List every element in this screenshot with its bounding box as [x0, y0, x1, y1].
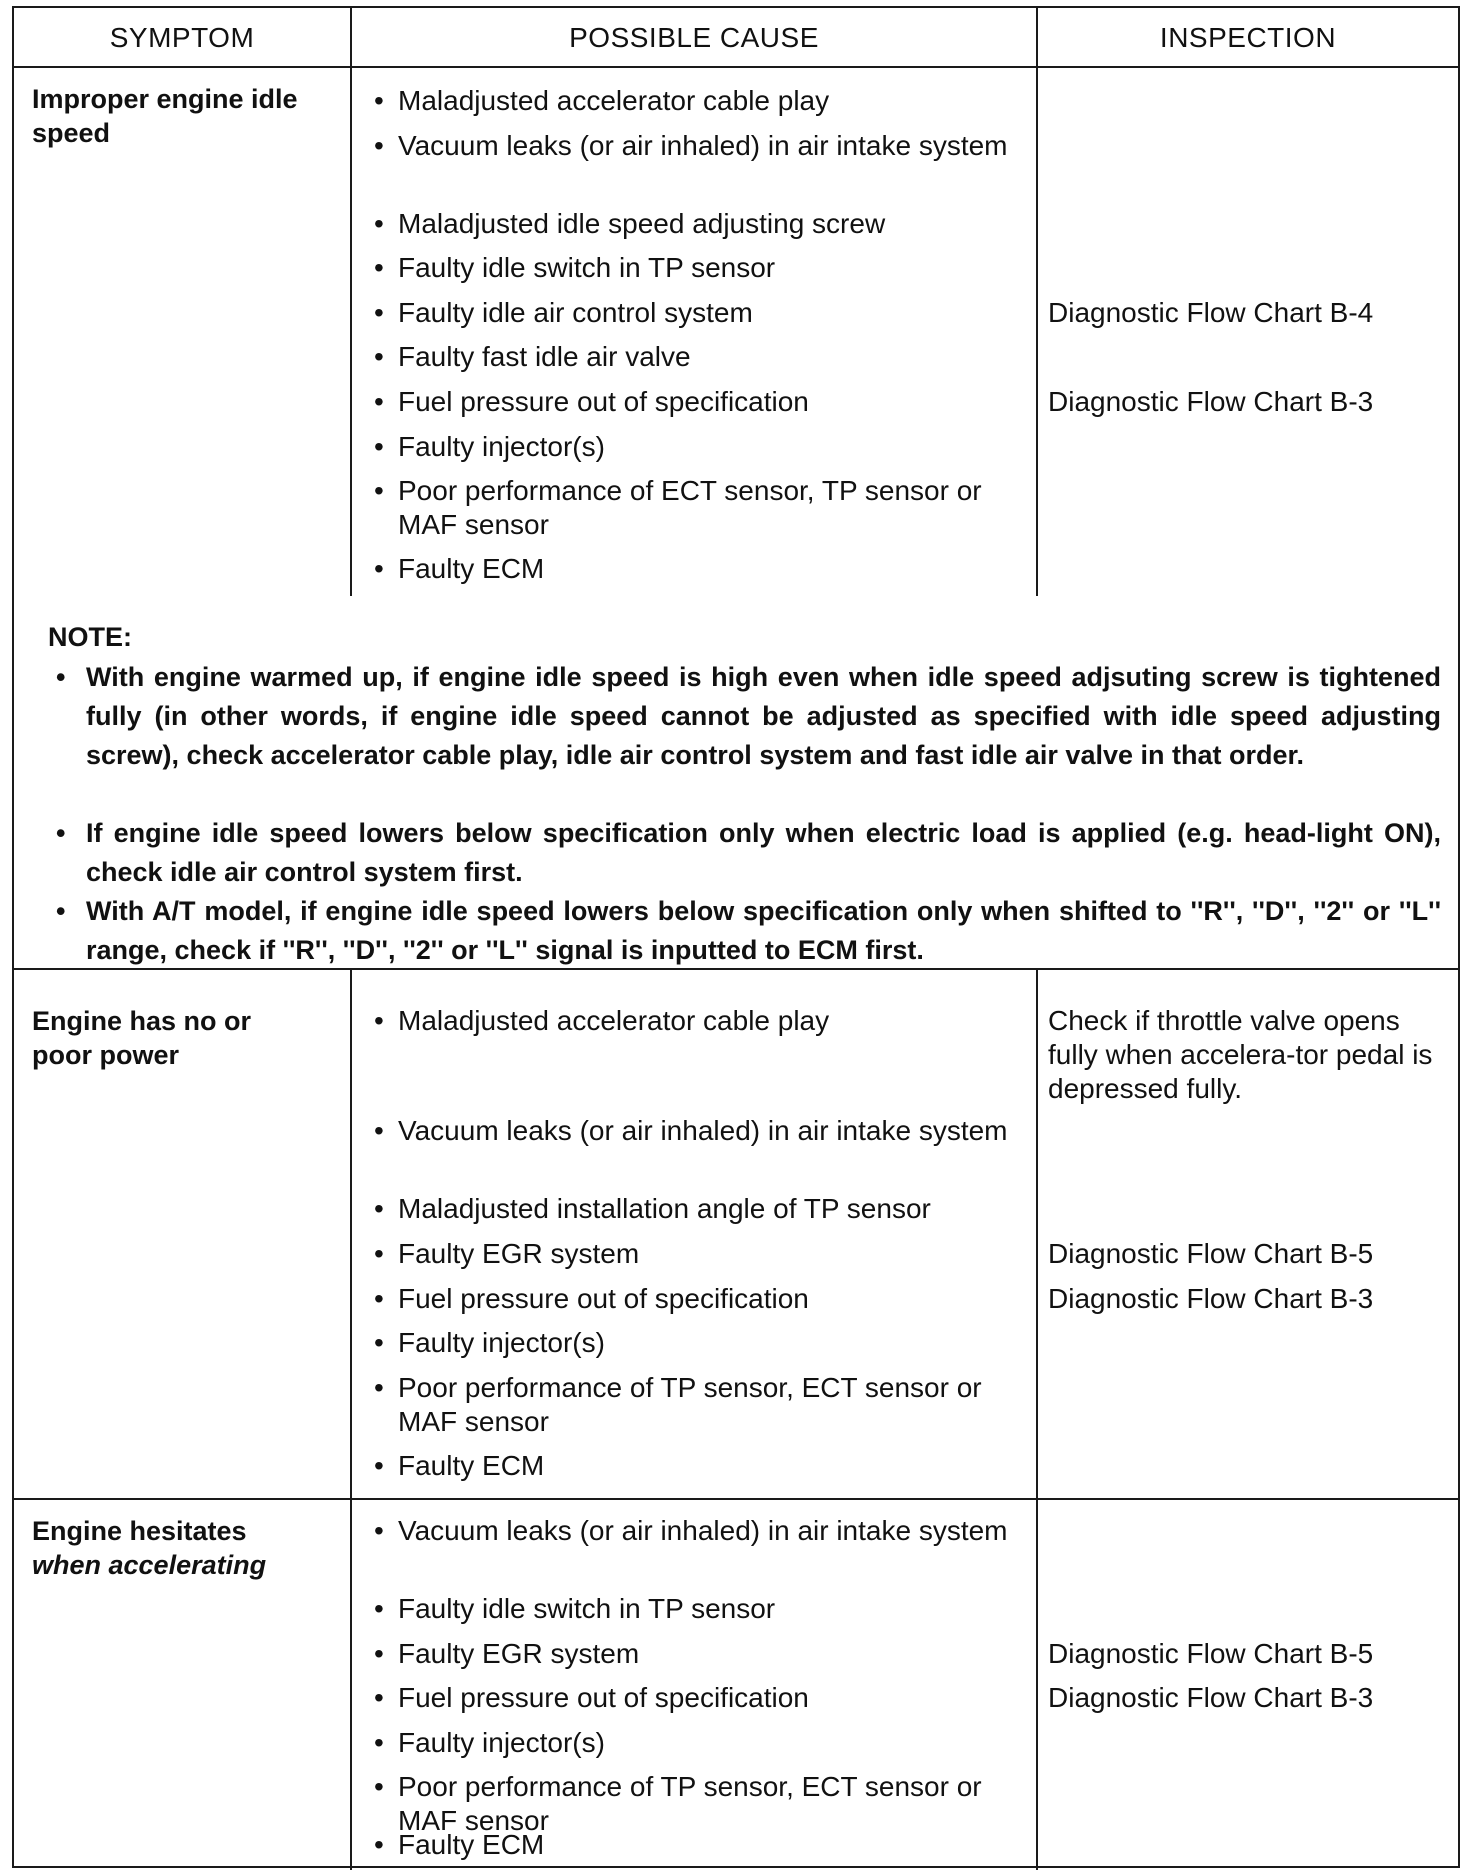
cause-item: • Faulty injector(s)	[366, 1326, 1026, 1360]
note-item: • With engine warmed up, if engine idle speed is high even when idle speed adjsuting screw is tightened fully (in other words, if engine idle speed cannot be adjusted as specified with idle speed adjusting screw), check accelerator cable play, idle air control system and fast idle air valve in that order.	[86, 658, 1441, 775]
note-item: • With A/T model, if engine idle speed lowers below specification only when shifted to ''R'', ''D'', ''2'' or ''L'' range, check if ''R'', ''D'', ''2'' or ''L'' signal is inputted to ECM first.	[86, 892, 1441, 970]
symptom-no-power: Engine has no or poor power	[32, 1006, 252, 1070]
header-divider	[14, 66, 1458, 68]
symptom-hesitates: Engine hesitates when accelerating	[32, 1516, 267, 1580]
cause-item: • Fuel pressure out of specification	[366, 1681, 1026, 1715]
inspection-flow-chart-b5: Diagnostic Flow Chart B-5	[1048, 1238, 1374, 1269]
note-divider	[14, 968, 1458, 970]
cause-item: • Maladjusted installation angle of TP sensor	[366, 1192, 1026, 1226]
cause-item: • Vacuum leaks (or air inhaled) in air intake system	[366, 1114, 1026, 1148]
cause-item: • Faulty fast idle air valve	[366, 340, 1026, 374]
header-possible-cause: POSSIBLE CAUSE	[569, 22, 819, 53]
cause-item: • Fuel pressure out of specification	[366, 1282, 1026, 1316]
cause-item: • Maladjusted accelerator cable play	[366, 84, 1026, 118]
cause-item: • Faulty injector(s)	[366, 1726, 1026, 1760]
cause-item: • Poor performance of TP sensor, ECT sensor or MAF sensor	[366, 1371, 1026, 1439]
inspection-flow-chart-b3: Diagnostic Flow Chart B-3	[1048, 1682, 1374, 1713]
inspection-flow-chart-b3: Diagnostic Flow Chart B-3	[1048, 386, 1374, 417]
cause-item: • Faulty idle air control system	[366, 296, 1026, 330]
cause-item: • Poor performance of ECT sensor, TP sensor or MAF sensor	[366, 474, 1026, 542]
cause-item: • Maladjusted accelerator cable play	[366, 1004, 1026, 1038]
header-symptom: SYMPTOM	[109, 22, 255, 53]
inspection-flow-chart-b3: Diagnostic Flow Chart B-3	[1048, 1283, 1374, 1314]
cause-item: • Vacuum leaks (or air inhaled) in air intake system	[366, 1514, 1026, 1548]
header-inspection: INSPECTION	[1159, 22, 1337, 53]
symptom-improper-idle: Improper engine idle speed	[32, 84, 298, 148]
cause-item: • Faulty idle switch in TP sensor	[366, 1592, 1026, 1626]
note-item: • If engine idle speed lowers below specification only when electric load is applied (e.g. head-light ON), check idle air control system first.	[86, 814, 1441, 892]
cause-item: • Faulty idle switch in TP sensor	[366, 251, 1026, 285]
note-title: NOTE:	[48, 622, 132, 652]
cause-item: • Fuel pressure out of specification	[366, 385, 1026, 419]
section-divider	[14, 1498, 1458, 1500]
cause-item: • Maladjusted idle speed adjusting screw	[366, 207, 1026, 241]
cause-item: • Faulty ECM	[366, 1449, 1026, 1483]
cause-item: • Vacuum leaks (or air inhaled) in air intake system	[366, 129, 1026, 163]
cause-item: • Faulty ECM	[366, 1828, 1026, 1862]
inspection-flow-chart-b5: Diagnostic Flow Chart B-5	[1048, 1638, 1374, 1669]
cause-item: • Faulty ECM	[366, 552, 1026, 586]
inspection-flow-chart-b4: Diagnostic Flow Chart B-4	[1048, 297, 1374, 328]
inspection-throttle-check: Check if throttle valve opens fully when accelera-tor pedal is depressed fully.	[1048, 1005, 1433, 1104]
cause-item: • Faulty EGR system	[366, 1637, 1026, 1671]
cause-item: • Faulty EGR system	[366, 1237, 1026, 1271]
troubleshooting-table	[12, 6, 1460, 1868]
cause-item: • Faulty injector(s)	[366, 430, 1026, 464]
cause-item: • Poor performance of TP sensor, ECT sensor or MAF sensor	[366, 1770, 1026, 1838]
